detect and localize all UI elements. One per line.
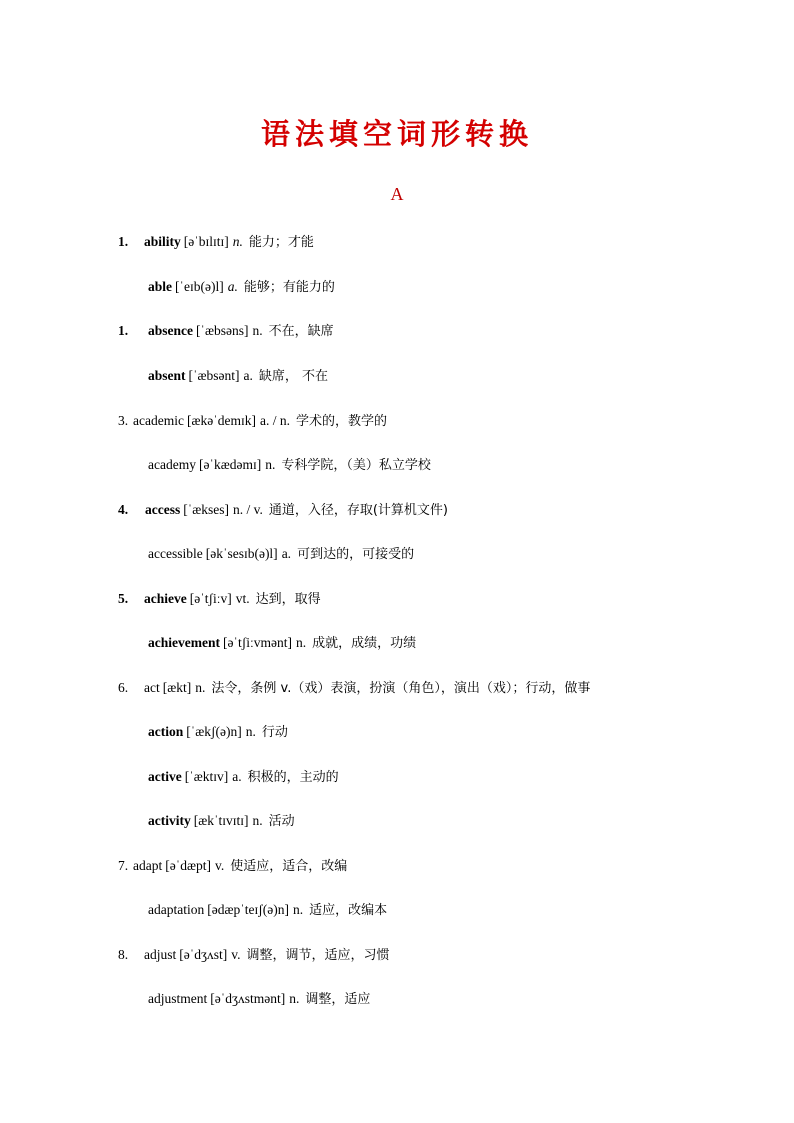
entry-part-of-speech: n. xyxy=(292,902,304,917)
vocab-entry xyxy=(148,766,339,788)
entry-definition: 学术的，教学的 xyxy=(295,414,387,429)
entry-definition: 能力；才能 xyxy=(248,235,314,250)
entry-part-of-speech: a. xyxy=(227,279,238,294)
entry-part-of-speech: n. xyxy=(295,635,307,650)
entry-pronunciation: [əˈbɪlɪtɪ] xyxy=(183,234,229,249)
entry-pronunciation: [ækt] xyxy=(162,680,192,695)
entry-definition: 不在，缺席 xyxy=(268,324,334,339)
entry-pronunciation: [ˈeɪb(ə)l] xyxy=(175,279,224,294)
entry-number: 4. xyxy=(118,502,129,517)
entry-word: ability xyxy=(144,234,181,249)
entry-word: adapt xyxy=(133,858,163,873)
entry-number: 1. xyxy=(118,323,129,338)
entry-definition: 适应，改编本 xyxy=(309,903,388,918)
entry-part-of-speech: n. xyxy=(252,813,263,828)
entry-part-of-speech: n. xyxy=(245,724,256,739)
vocab-entry xyxy=(148,721,288,743)
entry-definition: 达到，取得 xyxy=(255,592,321,607)
vocab-entry xyxy=(148,454,431,476)
vocab-entry xyxy=(118,855,347,877)
entry-word: access xyxy=(145,502,181,517)
entry-part-of-speech: a. xyxy=(243,368,253,383)
entry-definition: 使适应，适合，改编 xyxy=(230,859,348,874)
entry-definition: 缺席， 不在 xyxy=(258,369,329,384)
vocab-entry xyxy=(118,320,334,342)
entry-word: achieve xyxy=(144,591,187,606)
entry-word: absence xyxy=(148,323,193,338)
entry-pronunciation: [ˈæbsənt] xyxy=(188,368,240,383)
entry-word: active xyxy=(148,769,182,784)
entry-pronunciation: [əˈtʃiːv] xyxy=(189,591,232,606)
entry-word: adjustment xyxy=(148,991,208,1006)
entry-part-of-speech: a. xyxy=(281,546,292,561)
section-heading: A xyxy=(390,184,404,204)
vocab-entry xyxy=(148,632,416,654)
entry-pronunciation: [ˈæbsəns] xyxy=(196,323,249,338)
vocab-entry xyxy=(118,231,314,253)
entry-pronunciation: [ækˈtɪvɪtɪ] xyxy=(193,813,249,828)
entry-pronunciation: [əkˈsesɪb(ə)l] xyxy=(205,546,278,561)
entry-pronunciation: [əˈdʒʌstmənt] xyxy=(210,991,286,1006)
entry-part-of-speech: n. xyxy=(232,234,243,249)
entry-pronunciation: [ˈæktɪv] xyxy=(184,769,229,784)
entry-part-of-speech: v. xyxy=(214,858,225,873)
entry-part-of-speech: a. xyxy=(232,769,242,784)
vocab-entry xyxy=(148,365,328,387)
entry-number: 8. xyxy=(118,947,129,962)
entry-part-of-speech: v. xyxy=(231,947,241,962)
entry-definition: 积极的，主动的 xyxy=(247,770,339,785)
entry-part-of-speech: vt. xyxy=(235,591,250,606)
entry-word: academy xyxy=(148,457,196,472)
vocab-entry xyxy=(118,499,448,521)
entry-part-of-speech: n. xyxy=(195,680,206,695)
entry-definition: 活动 xyxy=(268,814,295,829)
entry-pronunciation: [əˈkædəmɪ] xyxy=(198,457,262,472)
entry-word: adjust xyxy=(144,947,177,962)
vocab-entry xyxy=(148,543,414,565)
vocab-entry xyxy=(148,988,370,1010)
entry-pronunciation: [əˈtʃiːvmənt] xyxy=(222,635,292,650)
entry-definition: 法令，条例 v.（戏）表演，扮演（角色），演出（戏）；行动，做事 xyxy=(211,681,591,696)
entry-definition: 可到达的，可接受的 xyxy=(297,547,415,562)
entry-definition: 能够；有能力的 xyxy=(243,280,335,295)
vocab-entry xyxy=(118,588,321,610)
document-title: 语法填空词形转换 xyxy=(260,117,533,151)
entry-word: activity xyxy=(148,813,191,828)
entry-part-of-speech: n. / v. xyxy=(232,502,263,517)
vocab-entry xyxy=(118,944,390,966)
entry-word: academic xyxy=(133,413,184,428)
vocab-entry xyxy=(148,899,387,921)
entry-definition: 成就，成绩，功绩 xyxy=(312,636,417,651)
entry-definition: 行动 xyxy=(261,725,288,740)
vocab-entry xyxy=(148,810,295,832)
entry-word: act xyxy=(144,680,160,695)
entry-pronunciation: [ədæpˈteɪʃ(ə)n] xyxy=(207,902,289,917)
entry-number: 1. xyxy=(118,234,129,249)
entry-word: absent xyxy=(148,368,186,383)
vocab-entry xyxy=(118,677,590,699)
entry-pronunciation: [əˈdæpt] xyxy=(165,858,211,873)
entry-number: 6. xyxy=(118,680,129,695)
entry-part-of-speech: a. / n. xyxy=(259,413,290,428)
entry-pronunciation: [ˈækʃ(ə)n] xyxy=(186,724,242,739)
entry-word: achievement xyxy=(148,635,220,650)
entry-number: 5. xyxy=(118,591,129,606)
vocab-entry xyxy=(148,276,335,298)
entry-pronunciation: [əˈdʒʌst] xyxy=(179,947,228,962)
entry-pronunciation: [ækəˈdemɪk] xyxy=(186,413,256,428)
entry-word: accessible xyxy=(148,546,203,561)
entry-definition: 调整，调节，适应，习惯 xyxy=(246,948,390,963)
vocab-entry xyxy=(118,410,387,432)
entry-number: 3. xyxy=(118,413,129,428)
entry-word: able xyxy=(148,279,173,294)
entry-part-of-speech: n. xyxy=(252,323,263,338)
entry-part-of-speech: n. xyxy=(289,991,300,1006)
entry-definition: 调整，适应 xyxy=(305,992,371,1007)
entry-definition: 专科学院，（美）私立学校 xyxy=(281,458,431,473)
entry-number: 7. xyxy=(118,858,129,873)
entry-definition: 通道，入径，存取(计算机文件) xyxy=(268,503,449,518)
entry-word: adaptation xyxy=(148,902,205,917)
entry-part-of-speech: n. xyxy=(265,457,276,472)
entry-pronunciation: [ˈækses] xyxy=(183,502,229,517)
entry-word: action xyxy=(148,724,184,739)
